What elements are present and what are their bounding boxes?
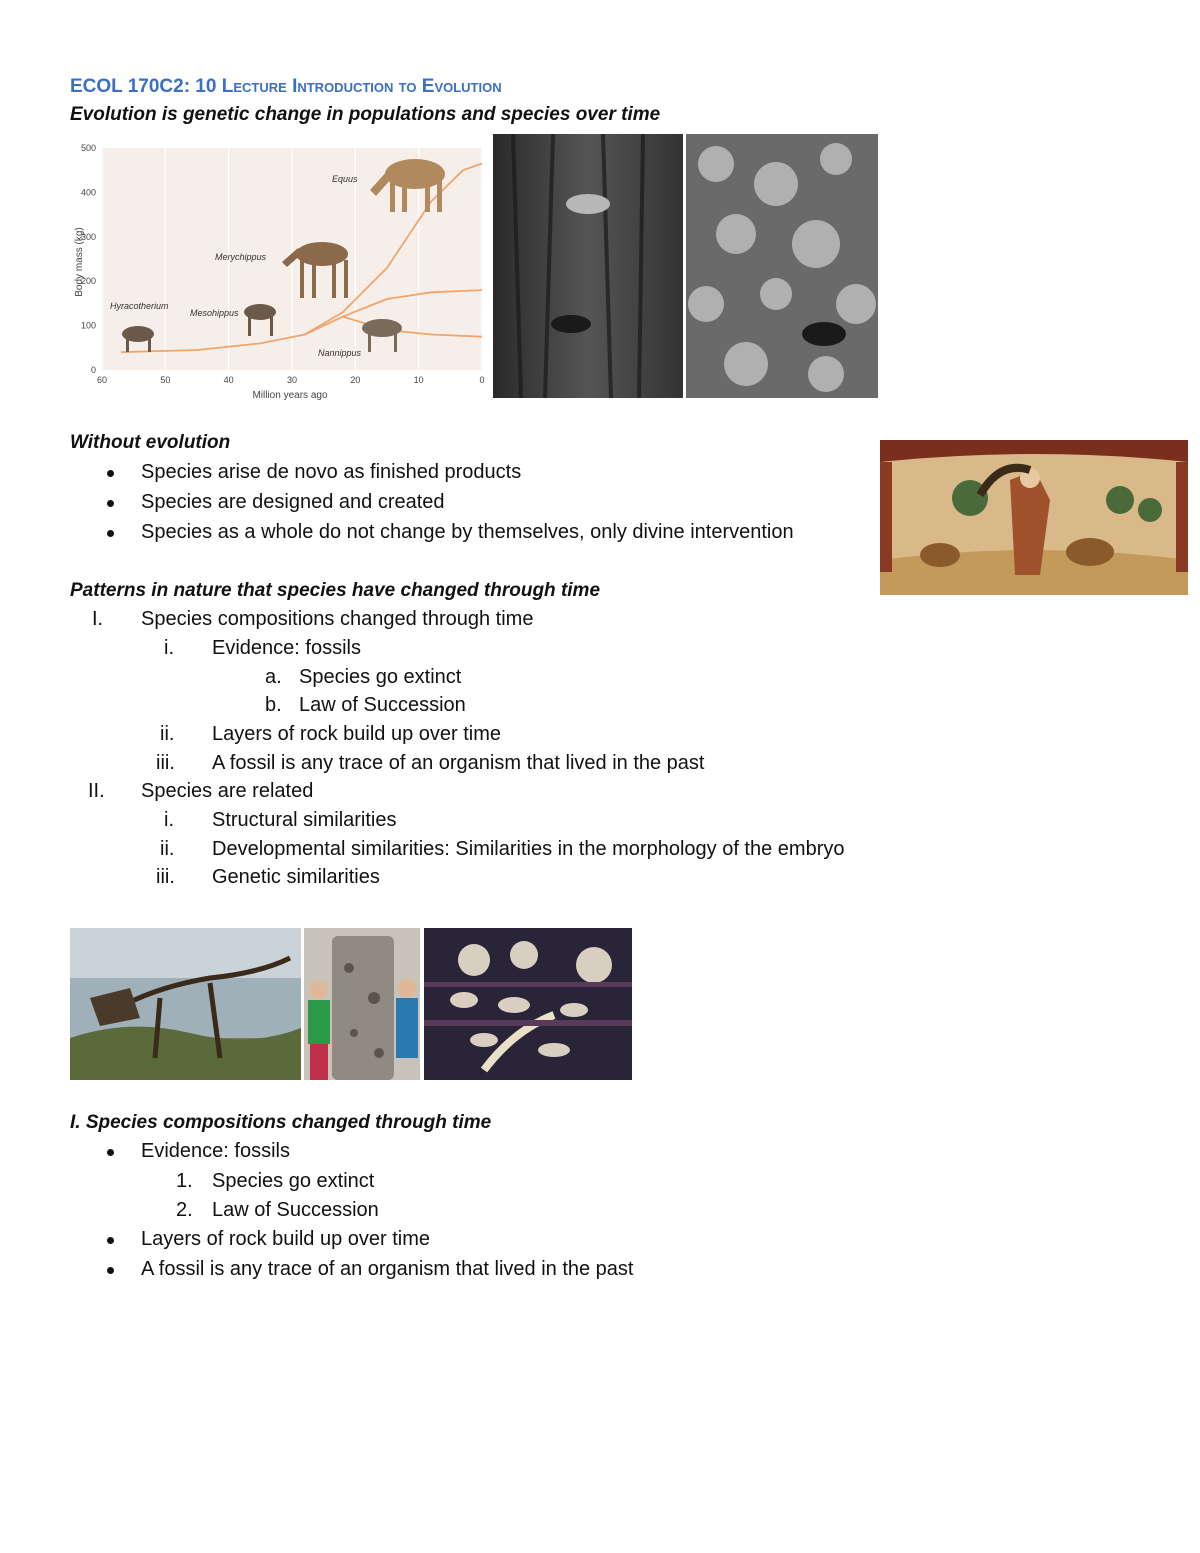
person-green-jacket xyxy=(308,1000,330,1044)
outline-number: ii. xyxy=(160,838,175,860)
y-tick-label: 0 xyxy=(90,365,96,375)
y-tick-label: 100 xyxy=(80,320,96,331)
x-tick-label: 30 xyxy=(286,375,298,385)
genus-label: Nannippus xyxy=(318,348,362,358)
outline-item: Species go extinct xyxy=(299,666,462,688)
y-tick-label: 500 xyxy=(80,143,96,153)
outline-number: i. xyxy=(164,637,174,659)
outline-number: iii. xyxy=(156,752,175,774)
outline-number: I. xyxy=(92,608,104,630)
outline-item: Layers of rock build up over time xyxy=(212,723,502,745)
outline-item: A fossil is any trace of an organism that lived in the past xyxy=(212,752,705,774)
x-tick-label: 50 xyxy=(160,375,171,385)
evolution-definition: Evolution is genetic change in populations and species over time xyxy=(70,104,661,125)
x-tick-label: 60 xyxy=(96,375,108,385)
x-tick-label: 20 xyxy=(350,375,361,385)
outline-number: 2. xyxy=(176,1199,193,1221)
document-title xyxy=(70,76,502,98)
outline-item: Species are related xyxy=(141,780,314,802)
x-tick-label: 10 xyxy=(413,375,424,385)
outline-item: Law of Succession xyxy=(299,694,466,716)
list-item: A fossil is any trace of an organism that lived in the past xyxy=(141,1258,634,1280)
y-tick-label: 300 xyxy=(80,231,96,242)
x-tick-label: 40 xyxy=(223,375,234,385)
outline-number: 1. xyxy=(176,1170,193,1192)
horse-body-mass-chart xyxy=(70,132,488,402)
genus-label: Mesohippus xyxy=(190,308,239,318)
list-item: Layers of rock build up over time xyxy=(141,1228,431,1250)
list-item: Law of Succession xyxy=(212,1199,379,1221)
dinosaur-skeleton-photo xyxy=(70,928,301,1080)
y-axis-label: Body mass (kg) xyxy=(74,227,85,297)
genus-label: Merychippus xyxy=(215,252,267,262)
outline-item: Structural similarities xyxy=(212,809,397,831)
bullet-icon xyxy=(107,530,114,537)
fossil-slab-with-people-photo xyxy=(304,928,420,1080)
list-item: Species go extinct xyxy=(212,1170,375,1192)
fossil-collection-display-photo xyxy=(424,920,632,1080)
person-blue-jacket xyxy=(396,998,418,1058)
outline-item: Evidence: fossils xyxy=(212,637,361,659)
bullet-icon xyxy=(107,1267,114,1274)
outline-number: ii. xyxy=(160,723,175,745)
course-code: ECOL 170C2: 10 xyxy=(70,76,217,97)
peppered-moth-lichen-bark-photo xyxy=(686,134,878,398)
list-item: Evidence: fossils xyxy=(141,1140,290,1162)
outline-item: Developmental similarities: Similarities in the morphology of the embryo xyxy=(212,838,845,860)
bullet-icon xyxy=(107,1237,114,1244)
x-axis-label: Million years ago xyxy=(252,390,328,401)
outline-item: Genetic similarities xyxy=(212,866,380,888)
peppered-moth-dark-bark-photo xyxy=(493,134,683,398)
genus-label: Hyracotherium xyxy=(110,301,169,311)
outline-number: II. xyxy=(88,780,105,802)
genus-label: Equus xyxy=(332,174,358,184)
section-I-heading: I. Species compositions changed through time xyxy=(70,1112,492,1133)
x-tick-label: 0 xyxy=(479,375,485,385)
outline-item: Species compositions changed through time xyxy=(141,608,534,630)
y-tick-label: 400 xyxy=(80,187,96,198)
list-item: Species are designed and created xyxy=(141,491,445,513)
dark-moth-icon xyxy=(551,315,591,333)
list-item: Species arise de novo as finished products xyxy=(141,461,522,483)
patterns-heading: Patterns in nature that species have changed through time xyxy=(70,580,601,601)
creation-fresco-painting xyxy=(880,440,1188,595)
light-moth-icon xyxy=(566,194,610,214)
bullet-icon xyxy=(107,1149,114,1156)
bullet-icon xyxy=(107,500,114,507)
outline-number: a. xyxy=(265,666,282,688)
list-item: Species as a whole do not change by themselves, only divine intervention xyxy=(141,521,794,543)
y-tick-label: 200 xyxy=(80,276,96,287)
without-evolution-heading: Without evolution xyxy=(70,432,231,453)
outline-number: iii. xyxy=(156,866,175,888)
bullet-icon xyxy=(107,470,114,477)
outline-number: b. xyxy=(265,694,282,716)
outline-number: i. xyxy=(164,809,174,831)
dark-moth-icon xyxy=(802,322,846,346)
lecture-title: Lecture Introduction to Evolution xyxy=(221,76,502,97)
